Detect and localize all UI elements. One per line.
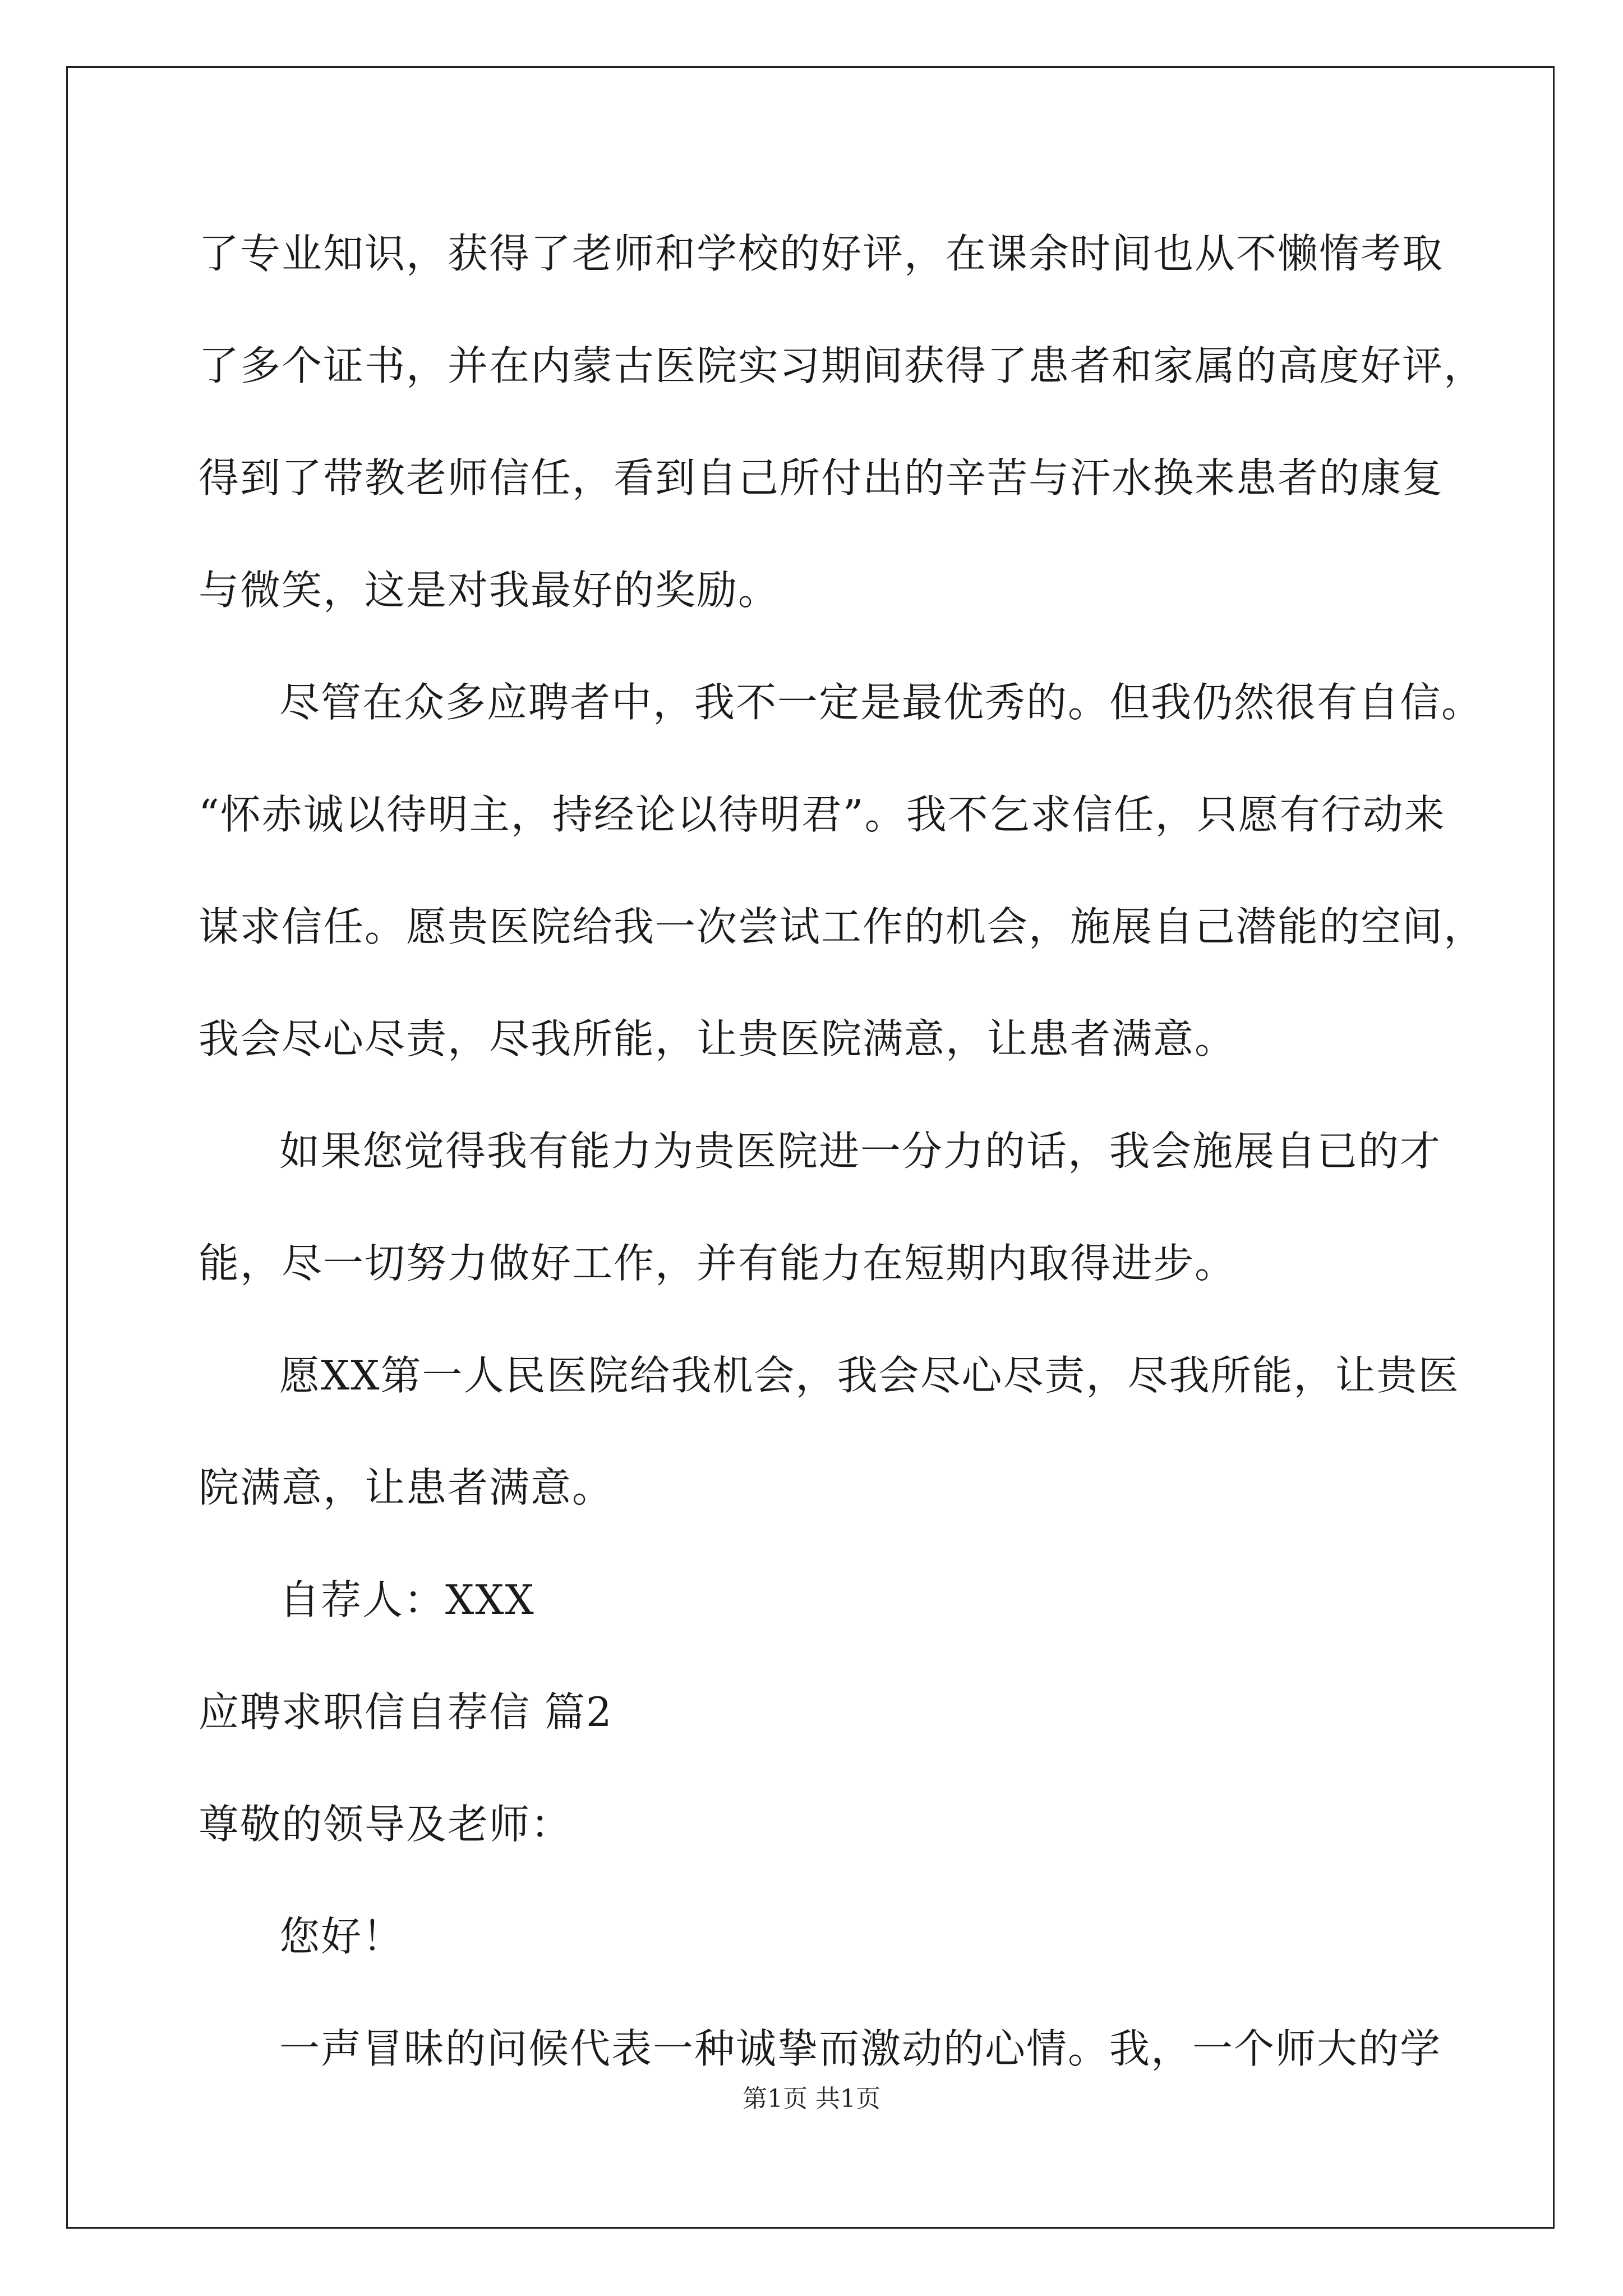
salutation: 尊敬的领导及老师： <box>199 1801 573 1848</box>
body-text-line: 与微笑，这是对我最好的奖励。 <box>199 567 780 614</box>
greeting: 您好！ <box>279 1913 404 1960</box>
page-number-footer: 第1页 共1页 <box>743 2085 880 2113</box>
body-text-line: 得到了带教老师信任，看到自己所付出的辛苦与汗水换来患者的康复 <box>199 454 1444 501</box>
body-text-line: 院满意，让患者满意。 <box>199 1464 614 1511</box>
body-text-line: 能，尽一切努力做好工作，并有能力在短期内取得进步。 <box>199 1240 1237 1287</box>
body-text-line: 我会尽心尽责，尽我所能，让贵医院满意，让患者满意。 <box>199 1015 1237 1062</box>
signature-line: 自荐人：XXX <box>279 1576 535 1623</box>
body-text-line: 一声冒昧的问候代表一种诚挚而激动的心情。我，一个师大的学 <box>279 2025 1442 2072</box>
body-text-line: 了专业知识，获得了老师和学校的好评，在课余时间也从不懒惰考取 <box>199 230 1444 277</box>
body-text-line: 愿XX第一人民医院给我机会，我会尽心尽责，尽我所能，让贵医 <box>279 1352 1460 1399</box>
body-text-line: 谋求信任。愿贵医院给我一次尝试工作的机会，施展自己潜能的空间， <box>199 903 1486 950</box>
body-text-line: 如果您觉得我有能力为贵医院进一分力的话，我会施展自已的才 <box>279 1128 1442 1175</box>
body-text-line: 尽管在众多应聘者中，我不一定是最优秀的。但我仍然很有自信。 <box>279 679 1483 726</box>
section-heading: 应聘求职信自荐信 篇2 <box>199 1688 613 1736</box>
body-text-line: 了多个证书，并在内蒙古医院实习期间获得了患者和家属的高度好评， <box>199 342 1486 389</box>
body-text-line: “怀赤诚以待明主，持经论以待明君”。我不乞求信任，只愿有行动来 <box>199 791 1446 838</box>
